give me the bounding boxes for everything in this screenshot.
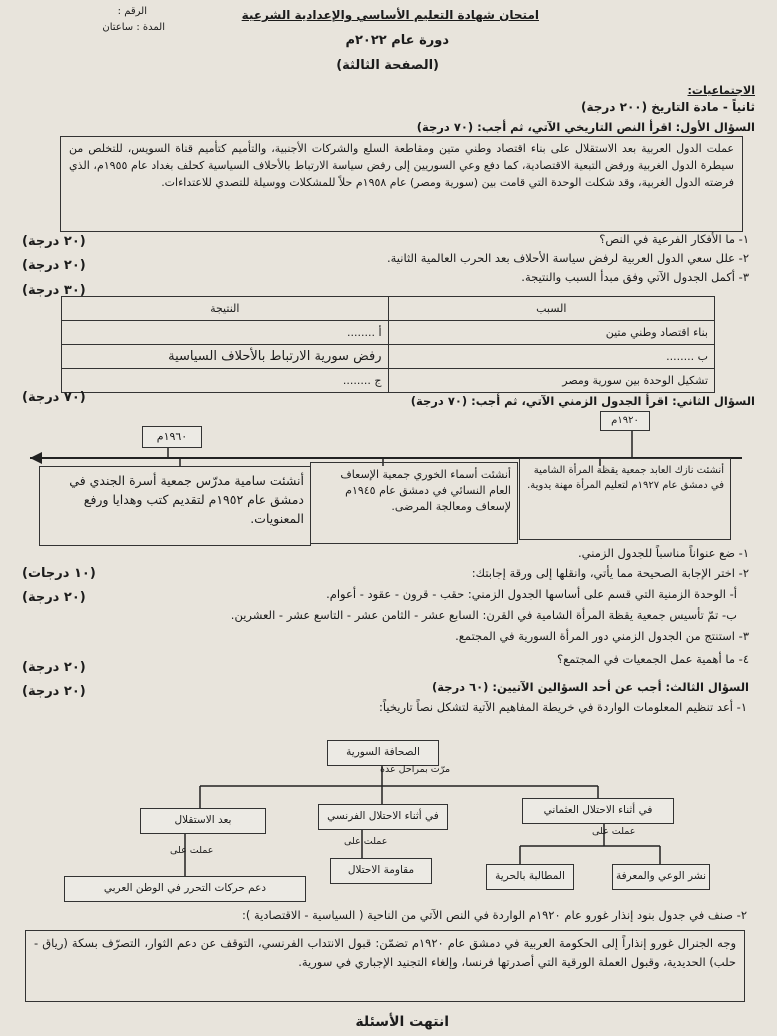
table-cell: ب ........ xyxy=(388,345,715,369)
q3-passage-box xyxy=(25,930,745,1002)
concept-box-liberation: دعم حركات التحرر في الوطن العربي xyxy=(64,876,306,902)
concept-box-ottoman: في أثناء الاحتلال العثماني xyxy=(522,798,674,824)
concept-box-independence: بعد الاستقلال xyxy=(140,808,266,834)
number-label: الرقم : xyxy=(117,6,147,17)
concept-label-phases: مرّت بمراحل عدة xyxy=(380,764,451,775)
q1-item-1: ١- ما الأفكار الفرعية في النص؟ xyxy=(599,232,749,246)
end-of-questions: انتهت الأسئلة xyxy=(355,1014,449,1030)
timeline-event-box: أنشئت سامية مدرّس جمعية أسرة الجندي في دمشق عام ١٩٥٢م لتقديم كتب وهدايا ورفع المعنويات. xyxy=(39,466,311,546)
concept-label-worked-on: عملت على xyxy=(344,836,388,847)
duration-label: المدة : ساعتان xyxy=(102,22,165,33)
table-cell: أ ........ xyxy=(62,321,389,345)
table-header-cause: السبب xyxy=(388,297,715,321)
concept-box-awareness: نشر الوعي والمعرفة xyxy=(612,864,710,890)
table-cell: ج ........ xyxy=(62,369,389,393)
q1-item-2: ٢- علل سعي الدول العربية لرفض سياسة الأحلاف بعد الحرب العالمية الثانية. xyxy=(386,251,749,265)
q2-option-a: أ- الوحدة الزمنية التي قسم على أساسها الجدول الزمني: حقب - قرون - عقود - أعوام. xyxy=(326,587,737,601)
q2-points-2: (٢٠ درجة) xyxy=(22,590,86,605)
timeline-event-box: أنشئت نازك العابد جمعية يقظة المرأة الشامية في دمشق عام ١٩٢٧م لتعليم المرأة مهنة يدوية. xyxy=(519,458,731,540)
page-number-label: (الصفحة الثالثة) xyxy=(336,58,439,73)
q3-item-2: ٢- صنف في جدول بنود إنذار غورو عام ١٩٢٠م الواردة في النص الآتي من الناحية ( السياسية - الاقتصادية ): xyxy=(241,908,747,922)
table-header-result: النتيجة xyxy=(62,297,389,321)
concept-root: الصحافة السورية xyxy=(327,740,439,766)
q2-points-4: (٢٠ درجة) xyxy=(22,684,86,699)
q2-heading: السؤال الثاني: اقرأ الجدول الزمني الآتي، ثم أجب: (٧٠ درجة) xyxy=(410,394,755,408)
q1-points-3: (٣٠ درجة) xyxy=(22,283,86,298)
concept-box-french: في أثناء الاحتلال الفرنسي xyxy=(318,804,448,830)
table-cell: بناء اقتصاد وطني متين xyxy=(388,321,715,345)
q3-heading: السؤال الثالث: أجب عن أحد السؤالين الآتيين: (٦٠ درجة) xyxy=(432,680,749,694)
q3-item-1: ١- أعد تنظيم المعلومات الواردة في خريطة المفاهيم الآتية لتشكل نصاً تاريخياً: xyxy=(378,700,747,714)
subject-line: ثانياً - مادة التاريخ (٢٠٠ درجة) xyxy=(580,100,755,114)
session-label: دورة عام ٢٠٢٢م xyxy=(345,33,449,48)
q2-item-1: ١- ضع عنواناً مناسباً للجدول الزمني. xyxy=(577,546,749,560)
exam-title: امتحان شهادة التعليم الأساسي والإعدادية الشرعية xyxy=(241,8,539,22)
q2-item-2: ٢- اختر الإجابة الصحيحة مما يأتي، وانقلها إلى ورقة إجابتك: xyxy=(471,566,749,580)
q2-points-1: (١٠ درجات) xyxy=(22,566,96,581)
concept-label-worked-on: عملت على xyxy=(592,826,636,837)
timeline-event-box: أنشئت أسماء الخوري جمعية الإسعاف العام النسائي في دمشق عام ١٩٤٥م لإسعاف ومعالجة المرضى. xyxy=(310,462,518,544)
q1-item-3: ٣- أكمل الجدول الآتي وفق مبدأ السبب والنتيجة. xyxy=(521,270,749,284)
concept-box-freedom: المطالبة بالحرية xyxy=(486,864,574,890)
concept-label-worked-on: عملت على xyxy=(170,845,214,856)
instructions-label: الاجتماعيات: xyxy=(687,84,755,97)
q1-passage-text: عملت الدول العربية بعد الاستقلال على بناء اقتصاد وطني متين ومقاطعة السلع والشركات الأجنبية، والتأميم كتأميم قناة السويس، للتخلص من سيطرة الدول الغربية ورفض التبعية الاقتصادية، كما دفع وعي السوريين إلى رفض سياسة الارتباط بالأحلاف السياسية كحلف بغداد عام ١٩٥٥م، الذي فرضته الدول الغربية، وقد شكلت الوحدة التي قامت بين (سورية ومصر) عام ١٩٥٨م حلاً للمشكلات ووسيلة للتصدي للاعتداءات. xyxy=(69,142,734,189)
q2-item-3: ٣- استنتج من الجدول الزمني دور المرأة السورية في المجتمع. xyxy=(455,629,749,643)
concept-box-resistance: مقاومة الاحتلال xyxy=(330,858,432,884)
q3-passage-text: وجه الجنرال غورو إنذاراً إلى الحكومة العربية في دمشق عام ١٩٢٠م تضمّن: قبول الانتداب الفرنسي، التوقف عن دعم الثوار، التصرّف بسكة (رياق - حلب) الحديدية، وقبول العملة الورقية التي أصدرتها فرنسا، وإلغاء التجنيد الإجباري في سورية. xyxy=(34,936,736,969)
year-box-right: ١٩٢٠م xyxy=(600,411,650,431)
table-cell: رفض سورية الارتباط بالأحلاف السياسية xyxy=(62,345,389,369)
q1-points-2: (٢٠ درجة) xyxy=(22,258,86,273)
year-box-left: ١٩٦٠م xyxy=(142,426,202,448)
table-cell: تشكيل الوحدة بين سورية ومصر xyxy=(388,369,715,393)
q1-heading: السؤال الأول: اقرأ النص التاريخي الآتي، ثم أجب: (٧٠ درجة) xyxy=(416,120,755,134)
q2-points: (٧٠ درجة) xyxy=(22,390,86,405)
q2-option-b: ب- تمّ تأسيس جمعية يقظة المرأة الشامية في القرن: السابع عشر - الثامن عشر - التاسع عشر - العشرين. xyxy=(230,608,737,622)
q2-points-3: (٢٠ درجة) xyxy=(22,660,86,675)
q1-points-1: (٢٠ درجة) xyxy=(22,234,86,249)
q2-item-4: ٤- ما أهمية عمل الجمعيات في المجتمع؟ xyxy=(556,652,749,666)
